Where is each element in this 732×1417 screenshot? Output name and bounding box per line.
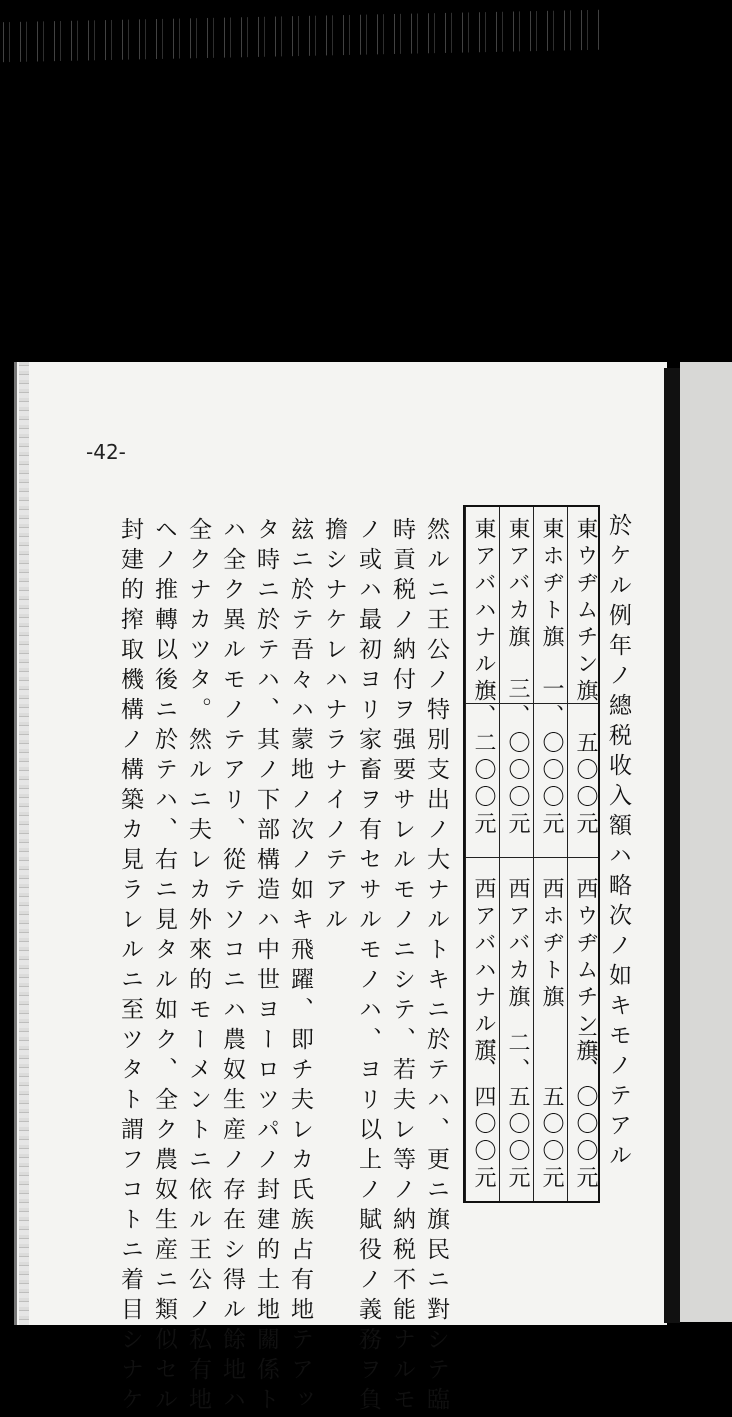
table-cell-east-amount: 五〇〇元 (573, 731, 598, 839)
table-cell-east-name: 東アバハナル旗 (471, 517, 496, 706)
table-cell-west-amount: 一、四〇〇元 (471, 1031, 496, 1193)
text-column: ハ全ク異ルモノテアリ、從テソコニハ農奴生産ノ存在シ得ル餘地ハ (219, 517, 245, 1417)
table-cell-west-name: 西アバハナル旗 (471, 877, 496, 1066)
text-column: 然ルニ王公ノ特別支出ノ大ナルトキニ於テハ、更ニ旗民ニ對シテ臨 (423, 517, 449, 1417)
table-column (465, 507, 500, 1201)
table-column (499, 507, 534, 1201)
page-number: -42- (86, 440, 126, 464)
text-column: ノ或ハ最初ヨリ家畜ヲ有セサルモノハ、ヨリ以上ノ賦役ノ義務ヲ負 (355, 517, 381, 1417)
table-cell-west-name: 西アバカ旗 (505, 877, 530, 1012)
text-column: 封建的搾取機構ノ構築カ見ラレルニ至ツタト謂フコトニ着目シナケ (117, 517, 143, 1417)
scan-noise-top (0, 10, 600, 63)
table-cell-east-amount: 一、〇〇〇元 (539, 677, 564, 839)
text-column: ヘノ推轉以後ニ於テハ、右ニ見タル如ク、全ク農奴生産ニ類似セル (151, 517, 177, 1417)
text-column: タ時ニ於テハ、其ノ下部構造ハ中世ヨーロツパノ封建的土地關係ト (253, 517, 279, 1417)
table-cell-east-name: 東ホヂト旗 (539, 517, 564, 652)
table-column (533, 507, 568, 1201)
table-cell-east-name: 東ウヂムチン旗 (573, 517, 598, 706)
table-cell-east-amount: 一、二〇〇元 (471, 677, 496, 839)
text-column: 時貢税ノ納付ヲ强要サレルモノニシテ、若夫レ等ノ納税不能ナルモ (389, 517, 415, 1417)
text-column-intro: 於ケル例年ノ總税收入額ハ略次ノ如キモノテアル (605, 513, 631, 1173)
adjacent-page-edge (680, 362, 732, 1322)
table-cell-east-amount: 三、〇〇〇元 (505, 677, 530, 839)
table-cell-east-name: 東アバカ旗 (505, 517, 530, 652)
table-cell-west-name: 西ウヂムチン旗 (573, 877, 598, 1066)
table-cell-west-amount: 二、五〇〇元 (505, 1031, 530, 1193)
table-cell-west-name: 西ホヂト旗 (539, 877, 564, 1012)
text-column: 擔シナケレハナラナイノテアル (321, 517, 347, 937)
book-spine (664, 368, 680, 1323)
text-column: 全クナカツタ。然ルニ夫レカ外來的モーメントニ依ル王公ノ私有地 (185, 517, 211, 1417)
tax-table (463, 505, 600, 1203)
table-cell-west-amount: 五〇〇元 (539, 1085, 564, 1193)
table-cell-west-amount: 三、〇〇〇元 (573, 1031, 598, 1193)
table-column (567, 507, 602, 1201)
text-column: 玆ニ於テ吾々ハ蒙地ノ次ノ如キ飛躍、即チ夫レカ氏族占有地テアッ (287, 517, 313, 1417)
